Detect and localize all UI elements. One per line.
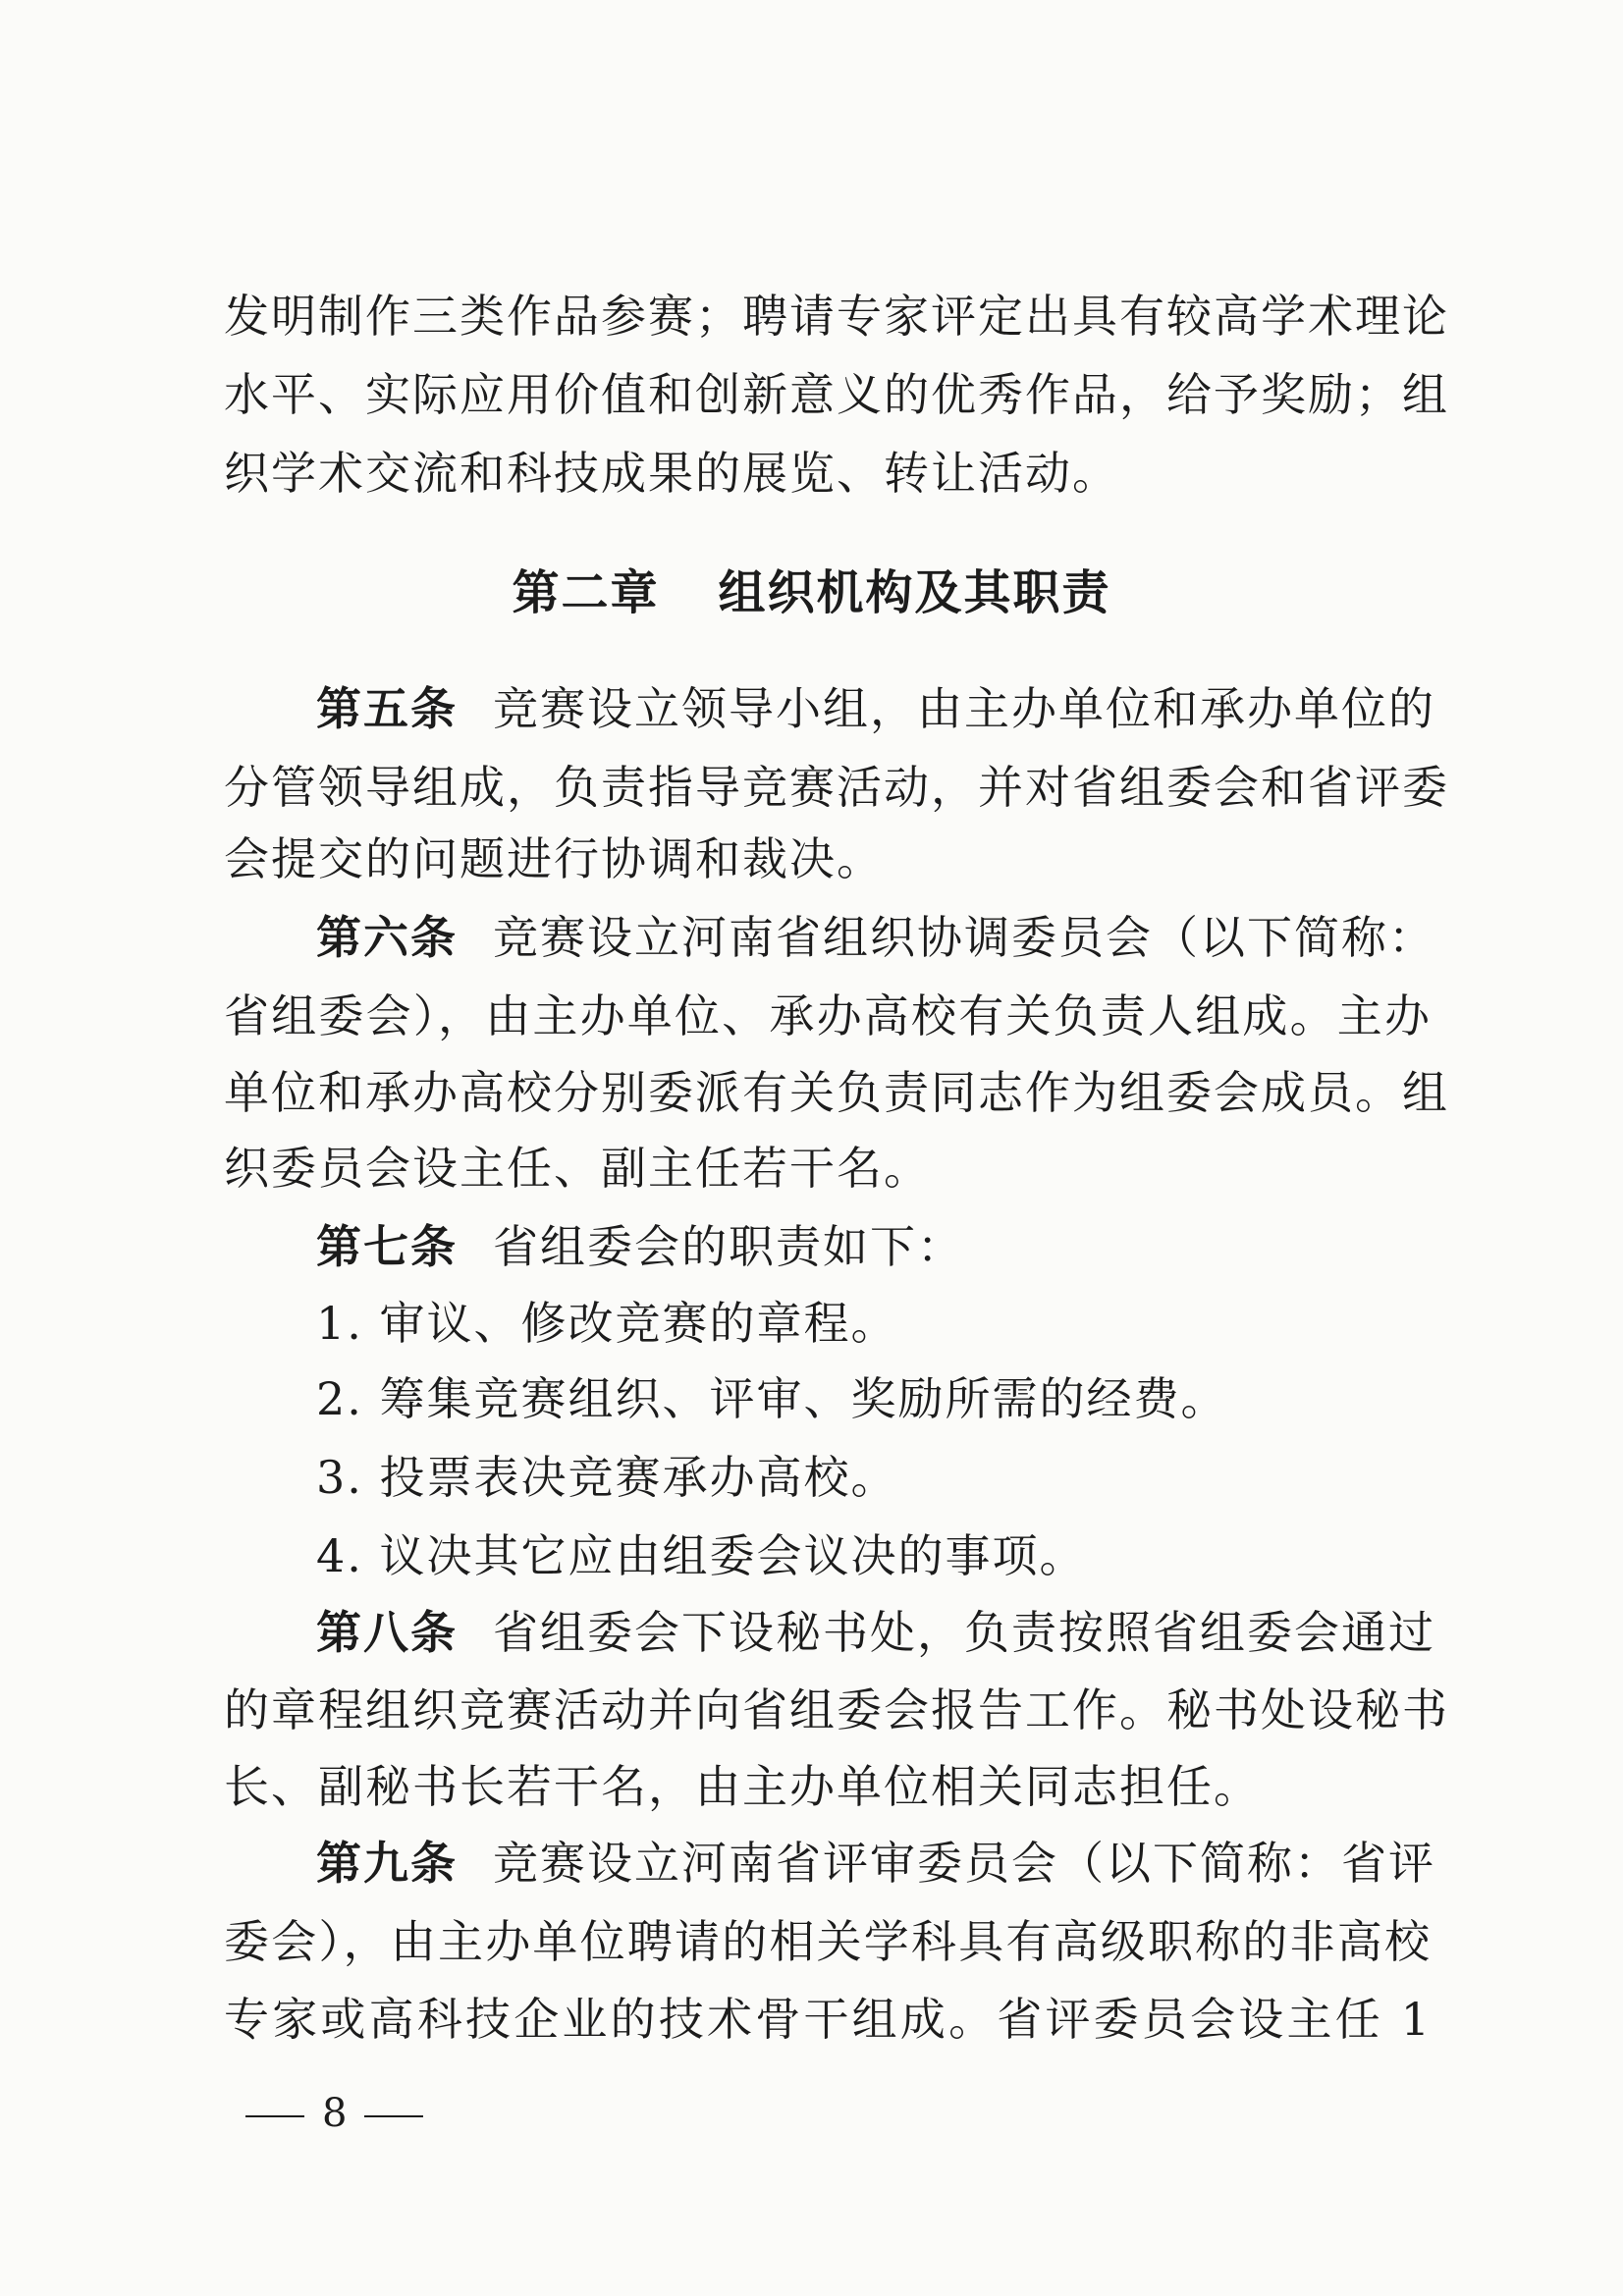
article-6-label: 第六条 bbox=[316, 911, 458, 964]
chapter-heading bbox=[0, 561, 1623, 624]
intro-line-3: 织学术交流和科技成果的展览、转让活动。 bbox=[224, 447, 1119, 500]
page-number-dash-left bbox=[245, 2115, 304, 2117]
article-8-text-1: 省组委会下设秘书处，负责按照省组委会通过 bbox=[493, 1606, 1435, 1659]
article-7-item-2: 2. 筹集竞赛组织、评审、奖励所需的经费。 bbox=[316, 1372, 1228, 1425]
article-9-label: 第九条 bbox=[316, 1837, 458, 1890]
article-5-line-1 bbox=[316, 679, 1435, 738]
article-7-item-1: 1. 审议、修改竞赛的章程。 bbox=[316, 1297, 898, 1350]
page-number-value: 8 bbox=[322, 2091, 348, 2136]
article-8-line-1 bbox=[316, 1603, 1435, 1662]
article-9-line-2: 委会），由主办单位聘请的相关学科具有高级职称的非高校 bbox=[224, 1915, 1432, 1968]
article-6-line-4: 织委员会设主任、副主任若干名。 bbox=[224, 1142, 931, 1195]
intro-line-2: 水平、实际应用价值和创新意义的优秀作品，给予奖励；组 bbox=[224, 368, 1449, 421]
article-9-line-1 bbox=[316, 1834, 1435, 1893]
page-number-dash-right bbox=[364, 2115, 423, 2117]
article-8-line-2: 的章程组织竞赛活动并向省组委会报告工作。秘书处设秘书 bbox=[224, 1683, 1449, 1736]
article-7-item-3: 3. 投票表决竞赛承办高校。 bbox=[316, 1451, 898, 1504]
article-8-label: 第八条 bbox=[316, 1606, 458, 1659]
article-5-label: 第五条 bbox=[316, 682, 458, 735]
article-6-line-3: 单位和承办高校分别委派有关负责同志作为组委会成员。组 bbox=[224, 1066, 1449, 1119]
chapter-number: 第二章 bbox=[512, 565, 660, 620]
article-6-text-1: 竞赛设立河南省组织协调委员会（以下简称： bbox=[493, 911, 1435, 964]
article-8-line-3: 长、副秘书长若干名，由主办单位相关同志担任。 bbox=[224, 1760, 1261, 1813]
article-7-line-1 bbox=[316, 1217, 1432, 1276]
page-number bbox=[245, 2089, 423, 2138]
article-7-text-1: 省组委会的职责如下： bbox=[493, 1220, 964, 1273]
article-5-line-2: 分管领导组成，负责指导竞赛活动，并对省组委会和省评委 bbox=[224, 761, 1449, 814]
article-6-line-1 bbox=[316, 908, 1435, 967]
article-7-item-4: 4. 议决其它应由组委会议决的事项。 bbox=[316, 1529, 1087, 1582]
article-5-line-3: 会提交的问题进行协调和裁决。 bbox=[224, 832, 884, 885]
article-5-text-1: 竞赛设立领导小组，由主办单位和承办单位的 bbox=[493, 682, 1435, 735]
article-7-label: 第七条 bbox=[316, 1220, 458, 1273]
chapter-title: 组织机构及其职责 bbox=[718, 565, 1111, 620]
article-6-line-2: 省组委会），由主办单位、承办高校有关负责人组成。主办 bbox=[224, 989, 1432, 1042]
article-9-line-3: 专家或高科技企业的技术骨干组成。省评委员会设主任 1 bbox=[224, 1993, 1432, 2046]
article-9-text-1: 竞赛设立河南省评审委员会（以下简称：省评 bbox=[493, 1837, 1435, 1890]
intro-line-1: 发明制作三类作品参赛；聘请专家评定出具有较高学术理论 bbox=[224, 290, 1449, 343]
